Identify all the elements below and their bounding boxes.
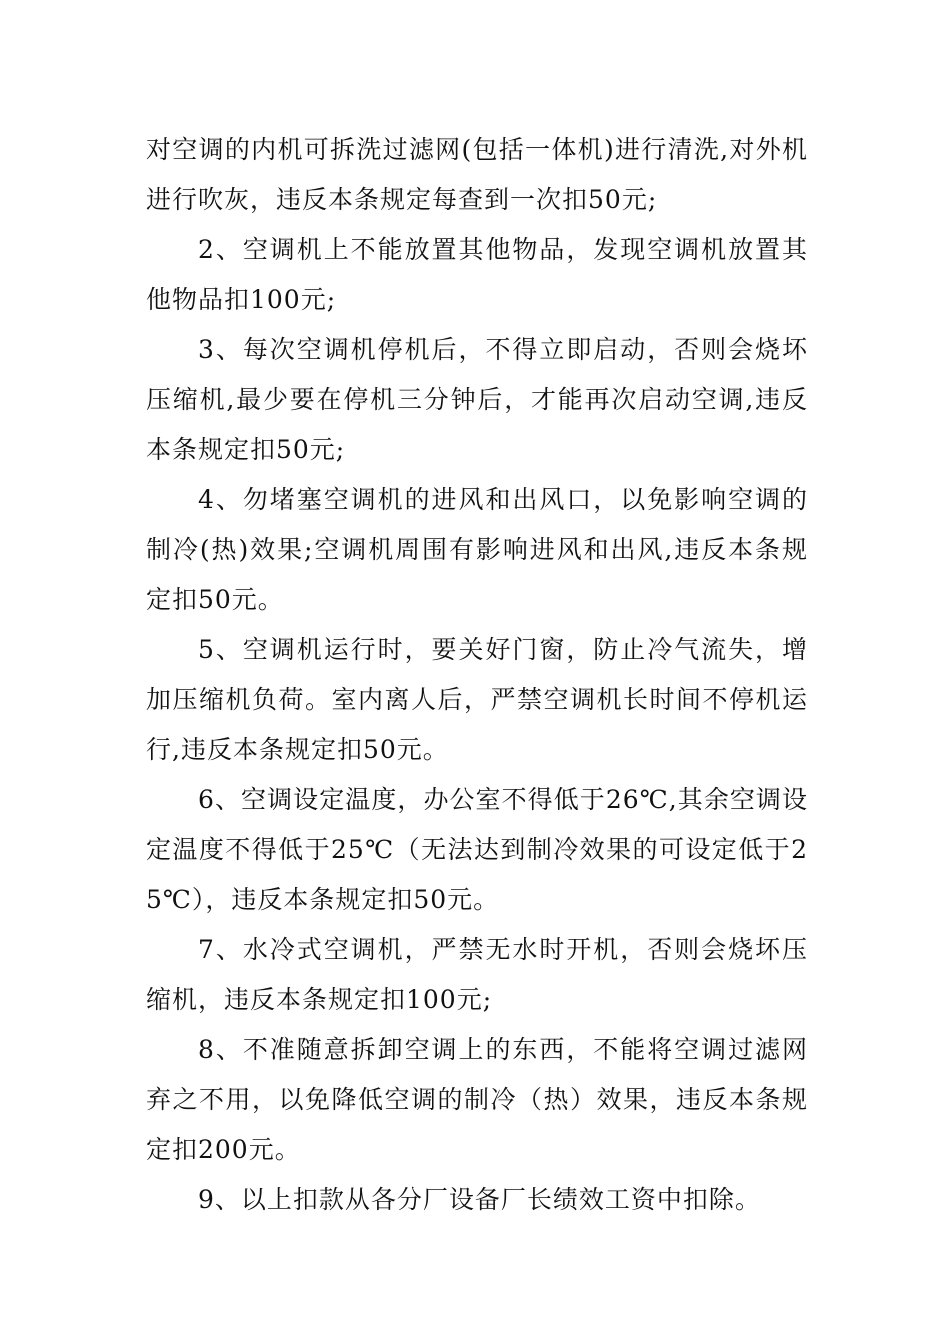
paragraph-rule-2: 2、空调机上不能放置其他物品，发现空调机放置其他物品扣100元; <box>146 235 808 314</box>
paragraph-rule-4: 4、勿堵塞空调机的进风和出风口，以免影响空调的制冷(热)效果;空调机周围有影响进风和出风,违反本条规定扣50元。 <box>146 485 808 614</box>
paragraph-rule-6: 6、空调设定温度，办公室不得低于26℃,其余空调设定温度不得低于25℃（无法达到制冷效果的可设定低于25℃），违反本条规定扣50元。 <box>146 785 808 914</box>
paragraph-rule-7: 7、水冷式空调机，严禁无水时开机，否则会烧坏压缩机，违反本条规定扣100元; <box>146 935 808 1014</box>
paragraph-rule-3: 3、每次空调机停机后，不得立即启动，否则会烧坏压缩机,最少要在停机三分钟后，才能再次启动空调,违反本条规定扣50元; <box>146 335 808 464</box>
paragraph-rule-9: 9、以上扣款从各分厂设备厂长绩效工资中扣除。 <box>198 1185 761 1214</box>
document-body <box>146 125 808 1225</box>
paragraph-continuation: 对空调的内机可拆洗过滤网(包括一体机)进行清洗,对外机进行吹灰，违反本条规定每查到一次扣50元; <box>146 135 808 214</box>
paragraph-rule-5: 5、空调机运行时，要关好门窗，防止冷气流失，增加压缩机负荷。室内离人后，严禁空调机长时间不停机运行,违反本条规定扣50元。 <box>146 635 808 764</box>
paragraph-rule-8: 8、不准随意拆卸空调上的东西，不能将空调过滤网弃之不用，以免降低空调的制冷（热）效果，违反本条规定扣200元。 <box>146 1035 808 1164</box>
